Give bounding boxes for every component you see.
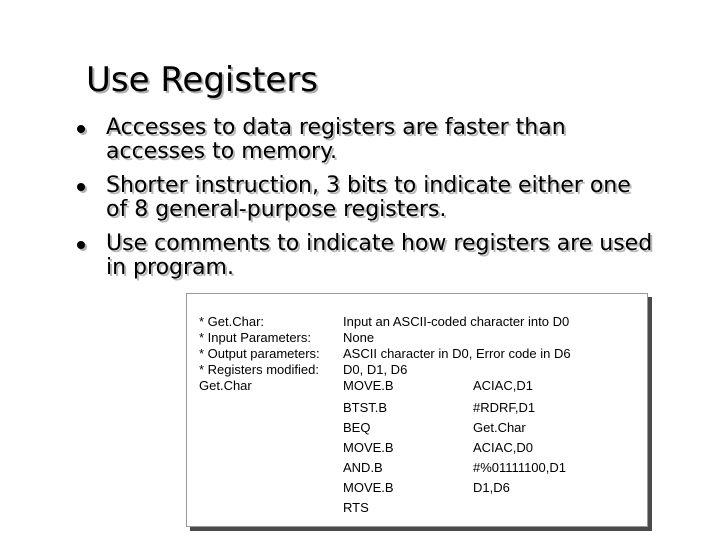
code-operands: #%01111100,D1 [473,460,566,475]
bullet-line: of 8 general-purpose registers. [106,197,447,222]
code-operands: D1,D6 [473,480,510,495]
bullet-line: in program. [106,255,234,280]
bullet-dot-icon [77,241,85,249]
bullet-item [74,232,674,280]
bullet-list [74,116,674,290]
code-opcode: MOVE.B [343,378,394,393]
bullet-line: Use comments to indicate how registers are used [106,231,653,256]
code-opcode: AND.B [343,460,383,475]
code-comment-label: * Get.Char: [199,314,265,329]
code-operands: ACIAC,D1 [473,378,533,393]
bullet-item [74,116,674,164]
code-opcode: RTS [343,500,369,515]
bullet-line: Accesses to data registers are faster than [106,115,566,140]
code-comment-label: * Registers modified: [199,362,319,377]
code-listing-box [186,293,648,527]
code-label: Get.Char [199,378,252,393]
bullet-dot-icon [77,125,85,133]
bullet-item [74,174,674,222]
code-opcode: BEQ [343,420,371,435]
bullet-line: accesses to memory. [106,139,337,164]
slide-title: Use Registers [86,60,319,100]
code-comment-value: Input an ASCII-coded character into D0 [343,314,570,329]
code-opcode: MOVE.B [343,480,394,495]
code-operands: ACIAC,D0 [473,440,533,455]
code-comment-label: * Output parameters: [199,346,320,361]
code-comment-value: D0, D1, D6 [343,362,408,377]
code-opcode: BTST.B [343,400,388,415]
code-comment-label: * Input Parameters: [199,330,311,345]
code-operands: Get.Char [473,420,526,435]
code-comment-value: ASCII character in D0, Error code in D6 [343,346,571,361]
bullet-line: Shorter instruction, 3 bits to indicate either one [106,173,631,198]
code-comment-value: None [343,330,375,345]
bullet-dot-icon [77,183,85,191]
code-operands: #RDRF,D1 [473,400,536,415]
code-opcode: MOVE.B [343,440,394,455]
